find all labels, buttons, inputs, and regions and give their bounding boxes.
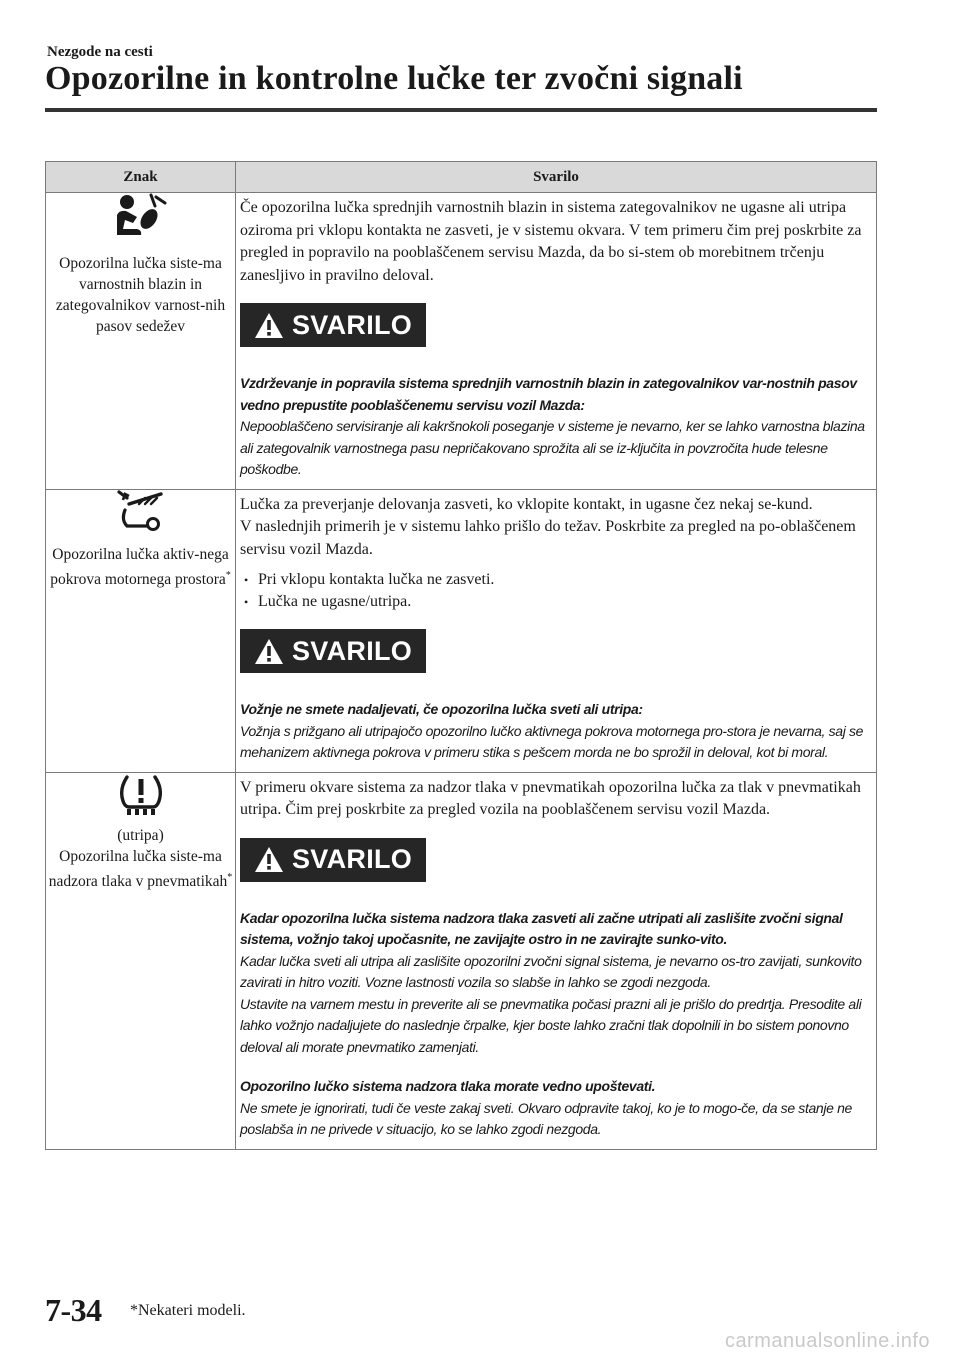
warning-title: Vožnje ne smete nadaljevati, če opozorilna lučka sveti ali utripa: [240, 701, 643, 717]
sign-cell [46, 193, 236, 490]
condition-list [240, 569, 872, 613]
list-item: • Pri vklopu kontakta lučka ne zasveti. [244, 569, 872, 591]
description-text: V primeru okvare sistema za nadzor tlaka v pnevmatikah opozorilna lučka za tlak v pnevmatikah utripa. Čim prej poskrbite za pregled vozila na pooblaščenem servisu vozil Mazda. [240, 778, 861, 818]
warning-triangle-icon [254, 846, 284, 873]
warning-text: Vožnja s prižgano ali utripajočo opozorilno lučko aktivnega pokrova motornega pro-stora je nevarna, saj se mehanizem aktivnega pokrova v primeru stika s pešcem morda ne bo sprožil in deloval, kot bi moral. [240, 722, 864, 760]
table-row [46, 772, 877, 1149]
column-header-warning: Svarilo [236, 162, 877, 193]
warning-text: Nepooblaščeno servisiranje ali kakršnokoli poseganje v sisteme je nevarno, ker se lahko varnostna blazina ali zategovalnik varnostnega pasu nepričakovano sprožita ali se iz-ključita in povzročita hude telesne poškodbe. [240, 418, 865, 477]
description-text: Lučka za preverjanje delovanja zasveti, ko vklopite kontakt, in ugasne čez nekaj se-kund. [240, 495, 813, 513]
warning-title: Vzdrževanje in popravila sistema sprednjih varnostnih blazin in zategovalnikov var-nostnih pasov vedno prepustite pooblaščenemu servisu vozil Mazda: [240, 375, 857, 413]
description-cell [236, 489, 877, 772]
active-bonnet-warning-icon [115, 490, 167, 534]
tire-pressure-warning-icon [115, 773, 167, 819]
description-text: Če opozorilna lučka sprednjih varnostnih blazin in sistema zategovalnikov ne ugasne ali utripa oziroma pri vklopu kontakta ne zasveti, je v sistemu okvara. V tem primeru čim prej poskrbite za pregled in popravilo na pooblaščenem servisu Mazda, da bo si-stem ob morebitnem trčenju zanesljivo in pravilno deloval. [240, 199, 862, 284]
table-row [46, 489, 877, 772]
airbag-seatbelt-warning-icon [113, 193, 169, 243]
page-title: Opozorilne in kontrolne lučke ter zvočni signali [45, 60, 743, 97]
warning-lights-table [45, 161, 877, 1150]
description-cell [236, 772, 877, 1149]
warning-triangle-icon [254, 312, 284, 339]
table-row [46, 193, 877, 490]
footnote-mark: * [227, 871, 233, 883]
sign-cell [46, 772, 236, 1149]
warning-banner [240, 303, 426, 347]
warning-title-2: Opozorilno lučko sistema nadzora tlaka morate vedno upoštevati. [240, 1078, 656, 1094]
warning-text-3: Ne smete je ignorirati, tudi če veste zakaj sveti. Okvaro odpravite takoj, ko je to mogo-če, da se stanje ne poslabša in ne privede v situacijo, ko se lahko zgodi nezgoda. [240, 1099, 852, 1137]
section-label: Nezgode na cesti [47, 44, 153, 60]
warning-text-2: Ustavite na varnem mestu in preverite ali se pnevmatika počasi prazni ali je prišlo do predrtja. Presodite ali lahko vožnjo nadaljujete do naslednje črpalke, kjer boste lahko zračni tlak dopolnili in bo sistem ponovno deloval ali morate pnevmatiko zamenjati. [240, 995, 862, 1055]
description-cell [236, 193, 877, 490]
description-text-2: V naslednjih primerih je v sistemu lahko prišlo do težav. Poskrbite za pregled na po-oblaščenem servisu vozil Mazda. [240, 518, 856, 558]
sign-state: (utripa) [117, 826, 164, 844]
sign-cell [46, 489, 236, 772]
warning-banner [240, 629, 426, 673]
footnote-mark: * [225, 569, 231, 581]
warning-label: SVARILO [292, 309, 413, 340]
warning-triangle-icon [254, 638, 284, 665]
warning-text: Kadar lučka sveti ali utripa ali zaslišite opozorilni zvočni signal sistema, je nevarno os-tro zavijati, sunkovito zavirati in hitro voziti. Vozne lastnosti vozila so slabše in lahko se zgodi nezgoda. [240, 952, 862, 990]
table-header-row [46, 162, 877, 193]
list-item: • Lučka ne ugasne/utripa. [244, 591, 872, 613]
column-header-sign: Znak [46, 162, 236, 193]
footnote: *Nekateri modeli. [130, 1302, 246, 1319]
warning-banner [240, 838, 426, 882]
sign-label: Opozorilna lučka aktiv-nega pokrova motornega prostora [50, 545, 229, 588]
warning-label: SVARILO [292, 635, 413, 666]
sign-label: Opozorilna lučka siste-ma nadzora tlaka v pnevmatikah [48, 847, 228, 890]
header-rule [45, 108, 877, 112]
page-number: 7-34 [45, 1292, 102, 1328]
warning-title: Kadar opozorilna lučka sistema nadzora tlaka zasveti ali začne utripati ali zaslišite zvočni signal sistema, vožnjo takoj upočasnite, ne zavijajte ostro in ne zavirajte sunko-vito. [240, 909, 843, 947]
warning-label: SVARILO [292, 844, 413, 875]
sign-label: Opozorilna lučka siste-ma varnostnih blazin in zategovalnikov varnost-nih pasov sedežev [55, 255, 226, 335]
watermark: carmanualsonline.info [724, 1330, 930, 1352]
spacer [240, 1058, 872, 1076]
